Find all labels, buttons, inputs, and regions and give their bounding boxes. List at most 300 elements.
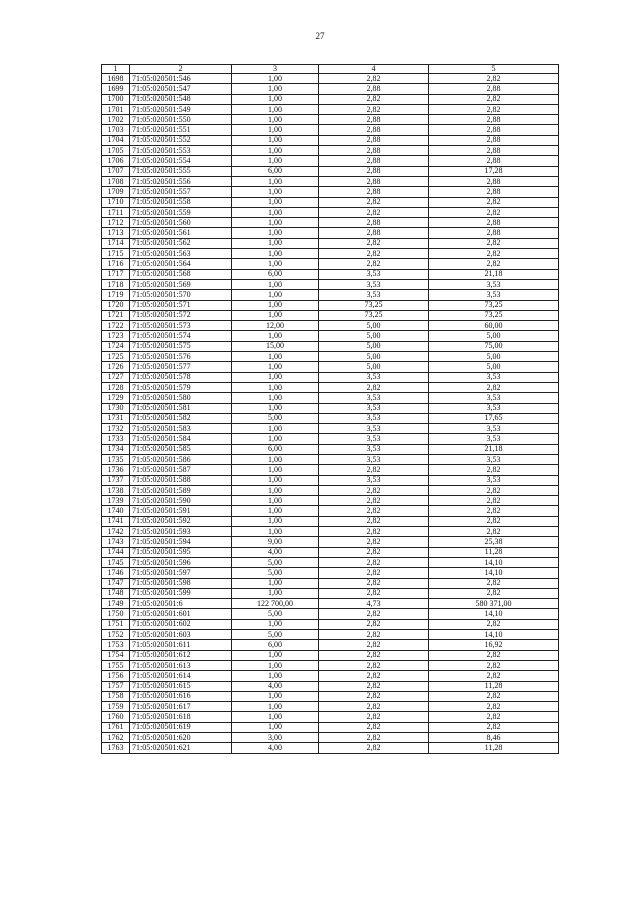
row-number-cell: 1736 — [102, 465, 130, 475]
row-number-cell: 1714 — [102, 238, 130, 248]
column-3-cell: 1,00 — [232, 516, 319, 526]
cadastral-number-cell: 71:05:020501:586 — [130, 454, 232, 464]
row-number-cell: 1723 — [102, 331, 130, 341]
column-4-cell: 2,88 — [319, 125, 429, 135]
column-3-cell: 1,00 — [232, 424, 319, 434]
column-4-cell: 2,82 — [319, 527, 429, 537]
column-3-cell: 1,00 — [232, 94, 319, 104]
column-5-cell: 3,53 — [429, 393, 559, 403]
table-row — [102, 403, 559, 413]
column-4-cell: 3,53 — [319, 475, 429, 485]
column-5-cell: 2,88 — [429, 187, 559, 197]
column-3-cell: 1,00 — [232, 362, 319, 372]
column-5-cell: 2,82 — [429, 671, 559, 681]
column-5-cell: 2,88 — [429, 135, 559, 145]
cadastral-number-cell: 71:05:020501:590 — [130, 496, 232, 506]
table-row — [102, 207, 559, 217]
column-3-cell: 5,00 — [232, 557, 319, 567]
column-5-cell: 73,25 — [429, 300, 559, 310]
column-4-cell: 2,82 — [319, 609, 429, 619]
table-row — [102, 259, 559, 269]
cadastral-number-cell: 71:05:020501:617 — [130, 702, 232, 712]
table-row — [102, 650, 559, 660]
table-row — [102, 352, 559, 362]
table-row — [102, 465, 559, 475]
column-5-cell: 5,00 — [429, 331, 559, 341]
column-5-cell: 2,88 — [429, 228, 559, 238]
table-row — [102, 475, 559, 485]
table-row — [102, 166, 559, 176]
table-row — [102, 630, 559, 640]
table-row — [102, 187, 559, 197]
column-3-cell: 1,00 — [232, 74, 319, 84]
column-5-cell: 2,82 — [429, 527, 559, 537]
column-3-cell: 1,00 — [232, 300, 319, 310]
column-3-cell: 1,00 — [232, 352, 319, 362]
column-3-cell: 4,00 — [232, 681, 319, 691]
column-5-cell: 14,10 — [429, 557, 559, 567]
column-4-cell: 3,53 — [319, 403, 429, 413]
table-row — [102, 671, 559, 681]
column-5-cell: 2,88 — [429, 146, 559, 156]
column-3-cell: 1,00 — [232, 465, 319, 475]
row-number-cell: 1709 — [102, 187, 130, 197]
column-4-cell: 2,82 — [319, 671, 429, 681]
cadastral-number-cell: 71:05:020501:552 — [130, 135, 232, 145]
column-4-cell: 2,82 — [319, 547, 429, 557]
column-4-cell: 2,82 — [319, 74, 429, 84]
table-row — [102, 197, 559, 207]
column-3-cell: 6,00 — [232, 269, 319, 279]
row-number-cell: 1719 — [102, 290, 130, 300]
column-5-cell: 5,00 — [429, 362, 559, 372]
cadastral-number-cell: 71:05:020501:620 — [130, 733, 232, 743]
cadastral-number-cell: 71:05:020501:549 — [130, 104, 232, 114]
column-4-cell: 2,82 — [319, 712, 429, 722]
column-4-cell: 3,53 — [319, 290, 429, 300]
column-5-cell: 3,53 — [429, 403, 559, 413]
column-3-cell: 1,00 — [232, 104, 319, 114]
column-5-cell: 2,88 — [429, 115, 559, 125]
row-number-cell: 1727 — [102, 372, 130, 382]
cadastral-number-cell: 71:05:020501:6 — [130, 599, 232, 609]
table-row — [102, 321, 559, 331]
table-row — [102, 691, 559, 701]
cadastral-number-cell: 71:05:020501:575 — [130, 341, 232, 351]
table-row — [102, 156, 559, 166]
column-5-cell: 2,82 — [429, 197, 559, 207]
column-4-cell: 2,82 — [319, 733, 429, 743]
cadastral-number-cell: 71:05:020501:560 — [130, 218, 232, 228]
row-number-cell: 1739 — [102, 496, 130, 506]
column-5-cell: 2,82 — [429, 259, 559, 269]
column-3-cell: 6,00 — [232, 166, 319, 176]
column-4-cell: 2,82 — [319, 506, 429, 516]
column-3-cell: 12,00 — [232, 321, 319, 331]
column-3-cell: 1,00 — [232, 454, 319, 464]
column-3-cell: 1,00 — [232, 382, 319, 392]
cadastral-number-cell: 71:05:020501:602 — [130, 619, 232, 629]
cadastral-number-cell: 71:05:020501:572 — [130, 310, 232, 320]
column-4-cell: 3,53 — [319, 424, 429, 434]
row-number-cell: 1728 — [102, 382, 130, 392]
cadastral-number-cell: 71:05:020501:593 — [130, 527, 232, 537]
table-row — [102, 290, 559, 300]
column-4-cell: 2,82 — [319, 238, 429, 248]
column-3-cell: 6,00 — [232, 444, 319, 454]
column-4-cell: 2,82 — [319, 691, 429, 701]
column-5-cell: 3,53 — [429, 279, 559, 289]
column-3-cell: 1,00 — [232, 702, 319, 712]
column-5-cell: 75,00 — [429, 341, 559, 351]
row-number-cell: 1751 — [102, 619, 130, 629]
column-3-cell: 1,00 — [232, 650, 319, 660]
column-4-cell: 2,88 — [319, 228, 429, 238]
column-4-cell: 5,00 — [319, 362, 429, 372]
table-header-row — [102, 65, 559, 74]
column-3-cell: 1,00 — [232, 310, 319, 320]
column-5-cell: 2,82 — [429, 465, 559, 475]
column-4-cell: 5,00 — [319, 321, 429, 331]
column-4-cell: 2,82 — [319, 557, 429, 567]
row-number-cell: 1726 — [102, 362, 130, 372]
row-number-cell: 1703 — [102, 125, 130, 135]
column-5-cell: 2,82 — [429, 712, 559, 722]
cadastral-number-cell: 71:05:020501:597 — [130, 568, 232, 578]
cadastral-number-cell: 71:05:020501:562 — [130, 238, 232, 248]
cadastral-number-cell: 71:05:020501:582 — [130, 413, 232, 423]
table-row — [102, 249, 559, 259]
row-number-cell: 1741 — [102, 516, 130, 526]
column-4-cell: 2,82 — [319, 578, 429, 588]
column-header-5: 5 — [429, 65, 559, 74]
row-number-cell: 1722 — [102, 321, 130, 331]
cadastral-number-cell: 71:05:020501:583 — [130, 424, 232, 434]
column-5-cell: 11,28 — [429, 743, 559, 753]
column-3-cell: 1,00 — [232, 619, 319, 629]
column-5-cell: 2,82 — [429, 660, 559, 670]
cadastral-number-cell: 71:05:020501:554 — [130, 156, 232, 166]
column-4-cell: 2,88 — [319, 187, 429, 197]
column-5-cell: 3,53 — [429, 434, 559, 444]
column-5-cell: 2,88 — [429, 125, 559, 135]
column-4-cell: 2,82 — [319, 650, 429, 660]
column-5-cell: 14,10 — [429, 630, 559, 640]
column-4-cell: 2,82 — [319, 722, 429, 732]
row-number-cell: 1750 — [102, 609, 130, 619]
cadastral-number-cell: 71:05:020501:580 — [130, 393, 232, 403]
row-number-cell: 1753 — [102, 640, 130, 650]
cadastral-number-cell: 71:05:020501:553 — [130, 146, 232, 156]
cadastral-number-cell: 71:05:020501:619 — [130, 722, 232, 732]
row-number-cell: 1698 — [102, 74, 130, 84]
column-4-cell: 73,25 — [319, 300, 429, 310]
row-number-cell: 1744 — [102, 547, 130, 557]
cadastral-number-cell: 71:05:020501:550 — [130, 115, 232, 125]
cadastral-number-cell: 71:05:020501:611 — [130, 640, 232, 650]
row-number-cell: 1718 — [102, 279, 130, 289]
cadastral-number-cell: 71:05:020501:555 — [130, 166, 232, 176]
row-number-cell: 1702 — [102, 115, 130, 125]
column-5-cell: 2,82 — [429, 74, 559, 84]
row-number-cell: 1712 — [102, 218, 130, 228]
column-3-cell: 1,00 — [232, 485, 319, 495]
row-number-cell: 1737 — [102, 475, 130, 485]
column-4-cell: 3,53 — [319, 434, 429, 444]
row-number-cell: 1715 — [102, 249, 130, 259]
column-4-cell: 2,82 — [319, 207, 429, 217]
column-3-cell: 1,00 — [232, 475, 319, 485]
column-header-4: 4 — [319, 65, 429, 74]
column-3-cell: 1,00 — [232, 290, 319, 300]
column-5-cell: 2,82 — [429, 506, 559, 516]
column-3-cell: 1,00 — [232, 176, 319, 186]
column-4-cell: 2,88 — [319, 166, 429, 176]
cadastral-number-cell: 71:05:020501:546 — [130, 74, 232, 84]
column-3-cell: 9,00 — [232, 537, 319, 547]
cadastral-number-cell: 71:05:020501:598 — [130, 578, 232, 588]
column-5-cell: 2,82 — [429, 485, 559, 495]
cadastral-number-cell: 71:05:020501:573 — [130, 321, 232, 331]
column-3-cell: 1,00 — [232, 197, 319, 207]
column-4-cell: 3,53 — [319, 372, 429, 382]
table-row — [102, 743, 559, 753]
table-row — [102, 557, 559, 567]
column-3-cell: 1,00 — [232, 249, 319, 259]
column-5-cell: 2,82 — [429, 588, 559, 598]
cadastral-number-cell: 71:05:020501:601 — [130, 609, 232, 619]
column-4-cell: 2,82 — [319, 681, 429, 691]
column-5-cell: 2,82 — [429, 691, 559, 701]
table-row — [102, 372, 559, 382]
table-row — [102, 640, 559, 650]
cadastral-number-cell: 71:05:020501:612 — [130, 650, 232, 660]
table-row — [102, 537, 559, 547]
column-5-cell: 14,10 — [429, 568, 559, 578]
row-number-cell: 1749 — [102, 599, 130, 609]
column-5-cell: 3,53 — [429, 424, 559, 434]
cadastral-number-cell: 71:05:020501:592 — [130, 516, 232, 526]
column-3-cell: 5,00 — [232, 630, 319, 640]
column-4-cell: 2,82 — [319, 94, 429, 104]
column-5-cell: 73,25 — [429, 310, 559, 320]
cadastral-number-cell: 71:05:020501:621 — [130, 743, 232, 753]
table-row — [102, 84, 559, 94]
column-5-cell: 14,10 — [429, 609, 559, 619]
column-4-cell: 73,25 — [319, 310, 429, 320]
table-row — [102, 238, 559, 248]
table-row — [102, 485, 559, 495]
table-row — [102, 115, 559, 125]
row-number-cell: 1735 — [102, 454, 130, 464]
cadastral-number-cell: 71:05:020501:579 — [130, 382, 232, 392]
row-number-cell: 1748 — [102, 588, 130, 598]
row-number-cell: 1716 — [102, 259, 130, 269]
cadastral-number-cell: 71:05:020501:556 — [130, 176, 232, 186]
column-4-cell: 2,82 — [319, 465, 429, 475]
column-4-cell: 5,00 — [319, 341, 429, 351]
column-3-cell: 1,00 — [232, 588, 319, 598]
cadastral-number-cell: 71:05:020501:614 — [130, 671, 232, 681]
table-row — [102, 444, 559, 454]
column-5-cell: 2,82 — [429, 496, 559, 506]
column-3-cell: 1,00 — [232, 238, 319, 248]
table-row — [102, 94, 559, 104]
table-row — [102, 660, 559, 670]
column-5-cell: 2,88 — [429, 218, 559, 228]
column-5-cell: 21,18 — [429, 444, 559, 454]
row-number-cell: 1754 — [102, 650, 130, 660]
row-number-cell: 1700 — [102, 94, 130, 104]
column-4-cell: 2,82 — [319, 630, 429, 640]
column-5-cell: 2,82 — [429, 516, 559, 526]
cadastral-number-cell: 71:05:020501:557 — [130, 187, 232, 197]
row-number-cell: 1713 — [102, 228, 130, 238]
row-number-cell: 1762 — [102, 733, 130, 743]
column-5-cell: 2,82 — [429, 650, 559, 660]
column-3-cell: 1,00 — [232, 187, 319, 197]
column-3-cell: 1,00 — [232, 660, 319, 670]
column-5-cell: 3,53 — [429, 454, 559, 464]
table-row — [102, 341, 559, 351]
column-3-cell: 1,00 — [232, 279, 319, 289]
column-4-cell: 2,88 — [319, 176, 429, 186]
row-number-cell: 1747 — [102, 578, 130, 588]
row-number-cell: 1721 — [102, 310, 130, 320]
table-row — [102, 300, 559, 310]
column-4-cell: 2,82 — [319, 640, 429, 650]
column-4-cell: 5,00 — [319, 352, 429, 362]
column-5-cell: 3,53 — [429, 290, 559, 300]
column-header-3: 3 — [232, 65, 319, 74]
column-3-cell: 3,00 — [232, 733, 319, 743]
column-5-cell: 16,92 — [429, 640, 559, 650]
row-number-cell: 1731 — [102, 413, 130, 423]
column-5-cell: 2,82 — [429, 207, 559, 217]
column-3-cell: 1,00 — [232, 722, 319, 732]
cadastral-number-cell: 71:05:020501:570 — [130, 290, 232, 300]
column-3-cell: 5,00 — [232, 609, 319, 619]
column-3-cell: 5,00 — [232, 568, 319, 578]
cadastral-number-cell: 71:05:020501:551 — [130, 125, 232, 135]
column-4-cell: 2,88 — [319, 115, 429, 125]
column-4-cell: 2,82 — [319, 496, 429, 506]
row-number-cell: 1734 — [102, 444, 130, 454]
row-number-cell: 1717 — [102, 269, 130, 279]
row-number-cell: 1729 — [102, 393, 130, 403]
column-3-cell: 1,00 — [232, 115, 319, 125]
cadastral-number-cell: 71:05:020501:618 — [130, 712, 232, 722]
column-5-cell: 21,18 — [429, 269, 559, 279]
column-4-cell: 3,53 — [319, 393, 429, 403]
cadastral-number-cell: 71:05:020501:603 — [130, 630, 232, 640]
table-row — [102, 176, 559, 186]
row-number-cell: 1740 — [102, 506, 130, 516]
table-row — [102, 218, 559, 228]
column-4-cell: 2,82 — [319, 197, 429, 207]
cadastral-number-cell: 71:05:020501:613 — [130, 660, 232, 670]
column-4-cell: 3,53 — [319, 279, 429, 289]
table-row — [102, 393, 559, 403]
cadastral-number-cell: 71:05:020501:584 — [130, 434, 232, 444]
column-header-2: 2 — [130, 65, 232, 74]
column-3-cell: 1,00 — [232, 146, 319, 156]
table-row — [102, 279, 559, 289]
column-4-cell: 2,82 — [319, 382, 429, 392]
column-3-cell: 1,00 — [232, 125, 319, 135]
row-number-cell: 1742 — [102, 527, 130, 537]
column-3-cell: 1,00 — [232, 228, 319, 238]
column-4-cell: 2,82 — [319, 259, 429, 269]
table-row — [102, 362, 559, 372]
column-3-cell: 1,00 — [232, 393, 319, 403]
cadastral-number-cell: 71:05:020501:578 — [130, 372, 232, 382]
row-number-cell: 1755 — [102, 660, 130, 670]
table-row — [102, 382, 559, 392]
column-5-cell: 60,00 — [429, 321, 559, 331]
page-number: 27 — [315, 31, 325, 41]
column-3-cell: 6,00 — [232, 640, 319, 650]
cadastral-number-cell: 71:05:020501:547 — [130, 84, 232, 94]
column-5-cell: 2,82 — [429, 619, 559, 629]
column-5-cell: 2,82 — [429, 382, 559, 392]
column-4-cell: 2,82 — [319, 104, 429, 114]
row-number-cell: 1730 — [102, 403, 130, 413]
column-4-cell: 3,53 — [319, 444, 429, 454]
table-row — [102, 609, 559, 619]
table-row — [102, 712, 559, 722]
column-3-cell: 4,00 — [232, 743, 319, 753]
row-number-cell: 1707 — [102, 166, 130, 176]
cadastral-number-cell: 71:05:020501:558 — [130, 197, 232, 207]
cadastral-number-cell: 71:05:020501:594 — [130, 537, 232, 547]
column-3-cell: 1,00 — [232, 496, 319, 506]
table-row — [102, 269, 559, 279]
column-5-cell: 2,82 — [429, 238, 559, 248]
table-row — [102, 413, 559, 423]
column-5-cell: 580 371,00 — [429, 599, 559, 609]
table-row — [102, 722, 559, 732]
column-3-cell: 1,00 — [232, 207, 319, 217]
column-3-cell: 15,00 — [232, 341, 319, 351]
table-row — [102, 74, 559, 84]
table-row — [102, 516, 559, 526]
table-row — [102, 702, 559, 712]
cadastral-number-cell: 71:05:020501:587 — [130, 465, 232, 475]
table-row — [102, 228, 559, 238]
table-row — [102, 135, 559, 145]
column-3-cell: 1,00 — [232, 691, 319, 701]
column-5-cell: 2,82 — [429, 94, 559, 104]
column-4-cell: 2,82 — [319, 619, 429, 629]
column-3-cell: 1,00 — [232, 84, 319, 94]
table-row — [102, 733, 559, 743]
table-row — [102, 310, 559, 320]
cadastral-number-cell: 71:05:020501:569 — [130, 279, 232, 289]
column-5-cell: 11,28 — [429, 681, 559, 691]
cadastral-number-cell: 71:05:020501:561 — [130, 228, 232, 238]
table-row — [102, 434, 559, 444]
column-5-cell: 2,82 — [429, 722, 559, 732]
table-row — [102, 527, 559, 537]
column-3-cell: 1,00 — [232, 712, 319, 722]
column-4-cell: 3,53 — [319, 413, 429, 423]
column-4-cell: 2,88 — [319, 146, 429, 156]
column-5-cell: 3,53 — [429, 372, 559, 382]
column-5-cell: 2,88 — [429, 84, 559, 94]
cadastral-number-cell: 71:05:020501:563 — [130, 249, 232, 259]
cadastral-number-cell: 71:05:020501:615 — [130, 681, 232, 691]
